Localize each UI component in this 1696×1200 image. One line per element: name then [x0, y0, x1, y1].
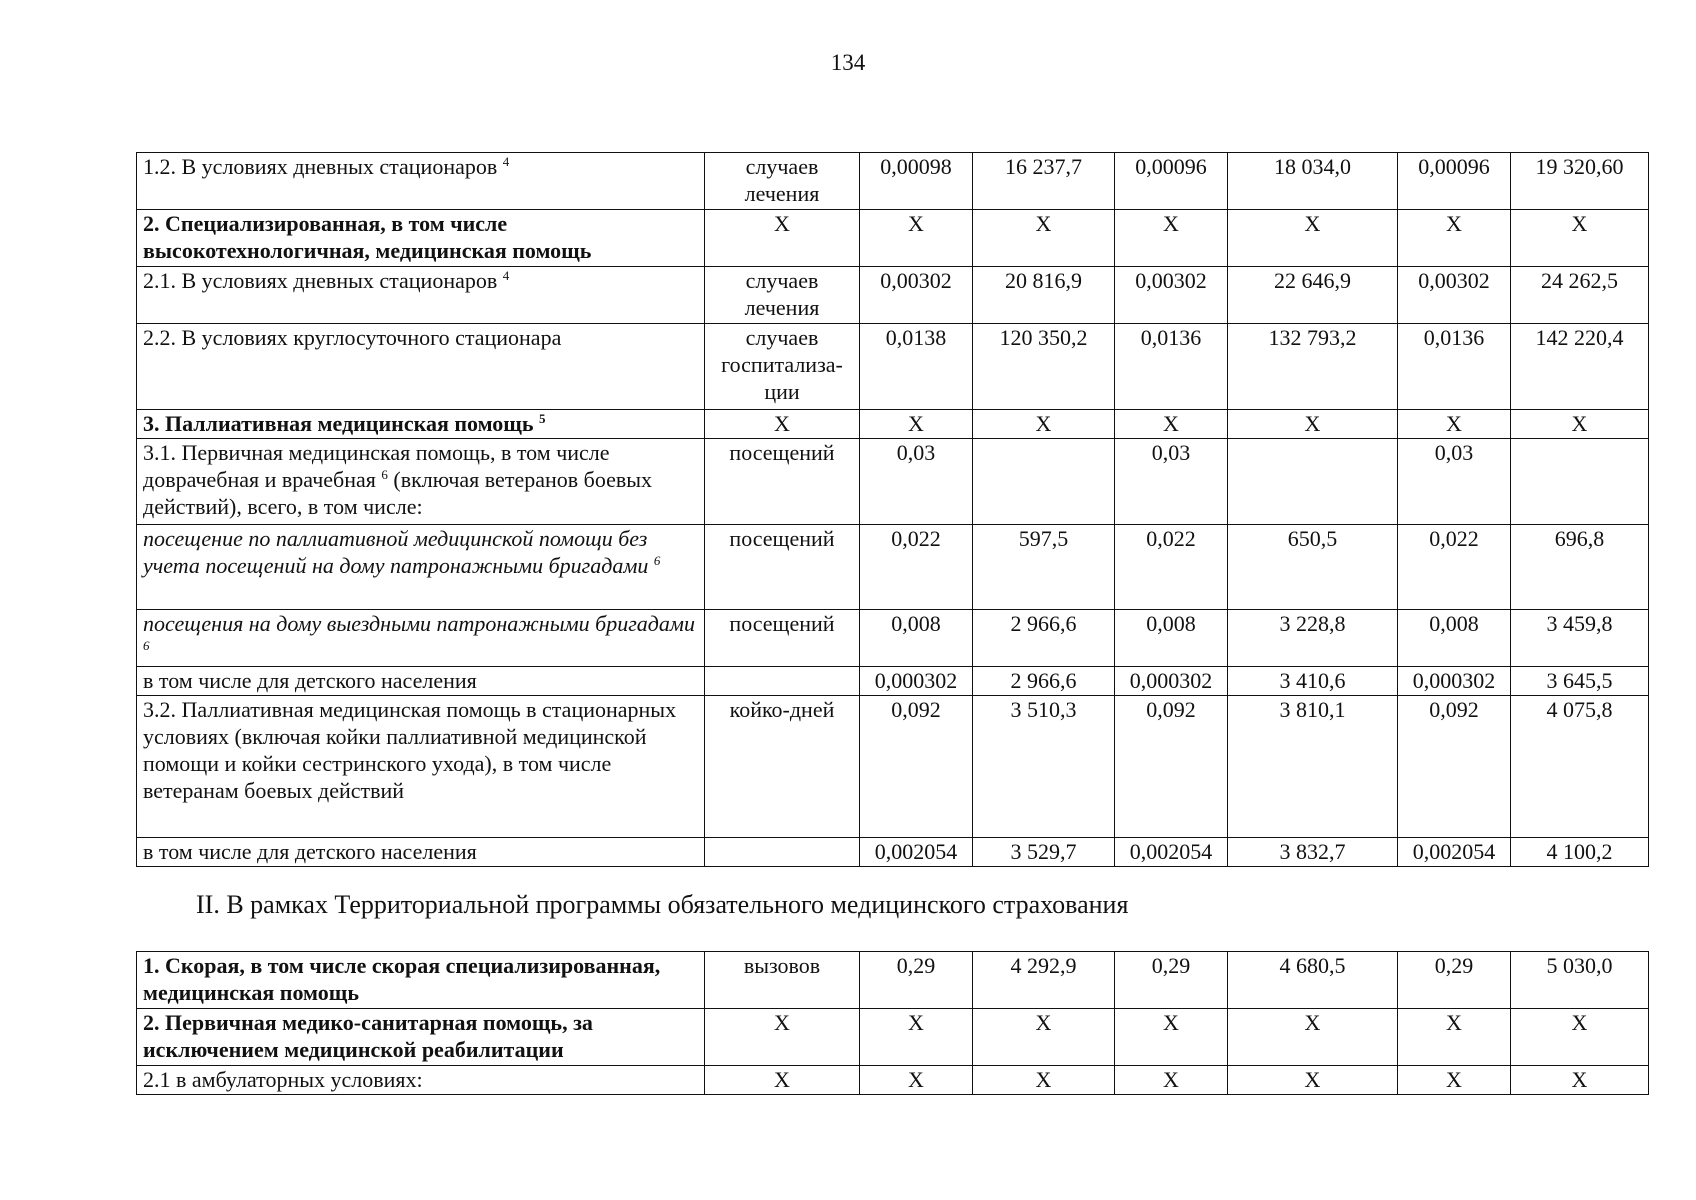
value-cell: 0,0136 — [1115, 324, 1228, 410]
value-cell: 0,008 — [1398, 610, 1511, 667]
value-cell: Х — [1228, 1066, 1398, 1095]
value-cell: 0,0136 — [1398, 324, 1511, 410]
row-label: посещения на дому выездными патронажными бригадами $^6$ — [137, 610, 705, 667]
value-cell: Х — [1511, 210, 1649, 267]
table-row — [137, 153, 1649, 210]
territorial-program-table — [136, 152, 1649, 867]
value-cell: Х — [1115, 1009, 1228, 1066]
value-cell: Х — [1398, 1009, 1511, 1066]
value-cell: 3 510,3 — [973, 696, 1115, 838]
unit-cell: случаев лечения — [705, 153, 860, 210]
value-cell: 5 030,0 — [1511, 952, 1649, 1009]
unit-cell: Х — [705, 410, 860, 439]
value-cell: 650,5 — [1228, 525, 1398, 610]
value-cell: Х — [1398, 410, 1511, 439]
value-cell: Х — [1115, 1066, 1228, 1095]
value-cell: 20 816,9 — [973, 267, 1115, 324]
row-label: 2. Первичная медико-санитарная помощь, за исключением медицинской реабилитации — [137, 1009, 705, 1066]
value-cell: Х — [1511, 1066, 1649, 1095]
value-cell: 24 262,5 — [1511, 267, 1649, 324]
value-cell: 0,03 — [1398, 439, 1511, 525]
value-cell: 4 292,9 — [973, 952, 1115, 1009]
value-cell: 3 810,1 — [1228, 696, 1398, 838]
value-cell: 0,29 — [1115, 952, 1228, 1009]
table-row — [137, 410, 1649, 439]
value-cell: 0,000302 — [1115, 667, 1228, 696]
value-cell: 0,00098 — [860, 153, 973, 210]
value-cell: 2 966,6 — [973, 610, 1115, 667]
value-cell: 0,002054 — [860, 838, 973, 867]
value-cell: 132 793,2 — [1228, 324, 1398, 410]
unit-cell — [705, 667, 860, 696]
value-cell: Х — [860, 1009, 973, 1066]
value-cell: 0,29 — [1398, 952, 1511, 1009]
value-cell: 0,00096 — [1398, 153, 1511, 210]
value-cell: 19 320,60 — [1511, 153, 1649, 210]
unit-cell: койко-дней — [705, 696, 860, 838]
value-cell: 0,022 — [860, 525, 973, 610]
value-cell: 3 410,6 — [1228, 667, 1398, 696]
value-cell: 0,0138 — [860, 324, 973, 410]
value-cell: 3 529,7 — [973, 838, 1115, 867]
unit-cell: вызовов — [705, 952, 860, 1009]
unit-cell: случаев лечения — [705, 267, 860, 324]
value-cell: 0,008 — [860, 610, 973, 667]
unit-cell — [705, 838, 860, 867]
value-cell: 18 034,0 — [1228, 153, 1398, 210]
footnote-marker: 6 — [143, 638, 150, 653]
row-label: 1. Скорая, в том числе скорая специализированная, медицинская помощь — [137, 952, 705, 1009]
value-cell: 3 645,5 — [1511, 667, 1649, 696]
unit-cell: Х — [705, 1009, 860, 1066]
value-cell: 142 220,4 — [1511, 324, 1649, 410]
value-cell: Х — [1115, 210, 1228, 267]
unit-cell: случаев госпитализа-ции — [705, 324, 860, 410]
table-row — [137, 1009, 1649, 1066]
value-cell: 3 459,8 — [1511, 610, 1649, 667]
value-cell: Х — [1115, 410, 1228, 439]
value-cell — [1511, 439, 1649, 525]
value-cell: 0,00302 — [1398, 267, 1511, 324]
table-row — [137, 667, 1649, 696]
footnote-marker: 4 — [502, 268, 510, 283]
table-row — [137, 610, 1649, 667]
table-row — [137, 210, 1649, 267]
value-cell: 3 228,8 — [1228, 610, 1398, 667]
footnote-marker: 4 — [502, 154, 510, 169]
footnote-marker: 5 — [539, 411, 546, 426]
row-label: посещение по паллиативной медицинской помощи без учета посещений на дому патронажными бригадами $^6$ — [137, 525, 705, 610]
table-row — [137, 1066, 1649, 1095]
value-cell: 0,03 — [1115, 439, 1228, 525]
oms-program-table — [136, 951, 1649, 1095]
value-cell: 4 680,5 — [1228, 952, 1398, 1009]
value-cell: Х — [973, 1066, 1115, 1095]
value-cell: Х — [973, 210, 1115, 267]
table-row — [137, 952, 1649, 1009]
value-cell: 0,092 — [1115, 696, 1228, 838]
value-cell: 0,000302 — [1398, 667, 1511, 696]
unit-cell: посещений — [705, 439, 860, 525]
value-cell: 3 832,7 — [1228, 838, 1398, 867]
value-cell: Х — [1228, 1009, 1398, 1066]
value-cell: 0,092 — [1398, 696, 1511, 838]
value-cell: 0,022 — [1398, 525, 1511, 610]
value-cell: 0,00302 — [1115, 267, 1228, 324]
value-cell: Х — [1398, 210, 1511, 267]
footnote-marker: 6 — [381, 467, 388, 482]
value-cell: 0,008 — [1115, 610, 1228, 667]
row-label: 3.2. Паллиативная медицинская помощь в стационарных условиях (включая койки паллиативной медицинской помощи и койки сестринского ухода), в том числе ветеранам боевых действий — [137, 696, 705, 838]
page-number: 134 — [830, 50, 866, 75]
value-cell: Х — [1398, 1066, 1511, 1095]
row-label: 3. Паллиативная медицинская помощь $^5$ — [137, 410, 705, 439]
value-cell: Х — [860, 1066, 973, 1095]
value-cell: 597,5 — [973, 525, 1115, 610]
unit-cell: Х — [705, 1066, 860, 1095]
value-cell: Х — [860, 410, 973, 439]
value-cell: 22 646,9 — [1228, 267, 1398, 324]
value-cell: Х — [1511, 410, 1649, 439]
row-label: в том числе для детского населения — [137, 838, 705, 867]
value-cell: 4 100,2 — [1511, 838, 1649, 867]
value-cell: 0,03 — [860, 439, 973, 525]
footnote-marker: 6 — [653, 553, 661, 568]
table-row — [137, 324, 1649, 410]
value-cell: Х — [1228, 210, 1398, 267]
value-cell: 0,00096 — [1115, 153, 1228, 210]
table-row — [137, 267, 1649, 324]
value-cell: 0,000302 — [860, 667, 973, 696]
value-cell: 0,092 — [860, 696, 973, 838]
table-row — [137, 838, 1649, 867]
value-cell: 0,00302 — [860, 267, 973, 324]
value-cell: 16 237,7 — [973, 153, 1115, 210]
value-cell: Х — [860, 210, 973, 267]
value-cell: 0,002054 — [1398, 838, 1511, 867]
value-cell — [973, 439, 1115, 525]
row-label: 2.2. В условиях круглосуточного стационара — [137, 324, 705, 410]
value-cell: 0,022 — [1115, 525, 1228, 610]
row-label: в том числе для детского населения — [137, 667, 705, 696]
value-cell: 4 075,8 — [1511, 696, 1649, 838]
value-cell: Х — [973, 1009, 1115, 1066]
row-label: 2.1. В условиях дневных стационаров $^4$ — [137, 267, 705, 324]
row-label: 2.1 в амбулаторных условиях: — [137, 1066, 705, 1095]
value-cell: 0,29 — [860, 952, 973, 1009]
unit-cell: посещений — [705, 610, 860, 667]
value-cell — [1228, 439, 1398, 525]
table-row — [137, 696, 1649, 838]
value-cell: 0,002054 — [1115, 838, 1228, 867]
row-label: 3.1. Первичная медицинская помощь, в том числе доврачебная и врачебная $^6$ (включая ветеранов боевых действий), всего, в том числе: — [137, 439, 705, 525]
value-cell: 120 350,2 — [973, 324, 1115, 410]
value-cell: 696,8 — [1511, 525, 1649, 610]
row-label: 1.2. В условиях дневных стационаров $^4$ — [137, 153, 705, 210]
row-label: 2. Специализированная, в том числе высокотехнологичная, медицинская помощь — [137, 210, 705, 267]
table-row — [137, 439, 1649, 525]
value-cell: Х — [1228, 410, 1398, 439]
table-row — [137, 525, 1649, 610]
value-cell: 2 966,6 — [973, 667, 1115, 696]
section-heading: II. В рамках Территориальной программы обязательного медицинского страхования — [196, 890, 1129, 919]
value-cell: Х — [1511, 1009, 1649, 1066]
unit-cell: Х — [705, 210, 860, 267]
unit-cell: посещений — [705, 525, 860, 610]
value-cell: Х — [973, 410, 1115, 439]
